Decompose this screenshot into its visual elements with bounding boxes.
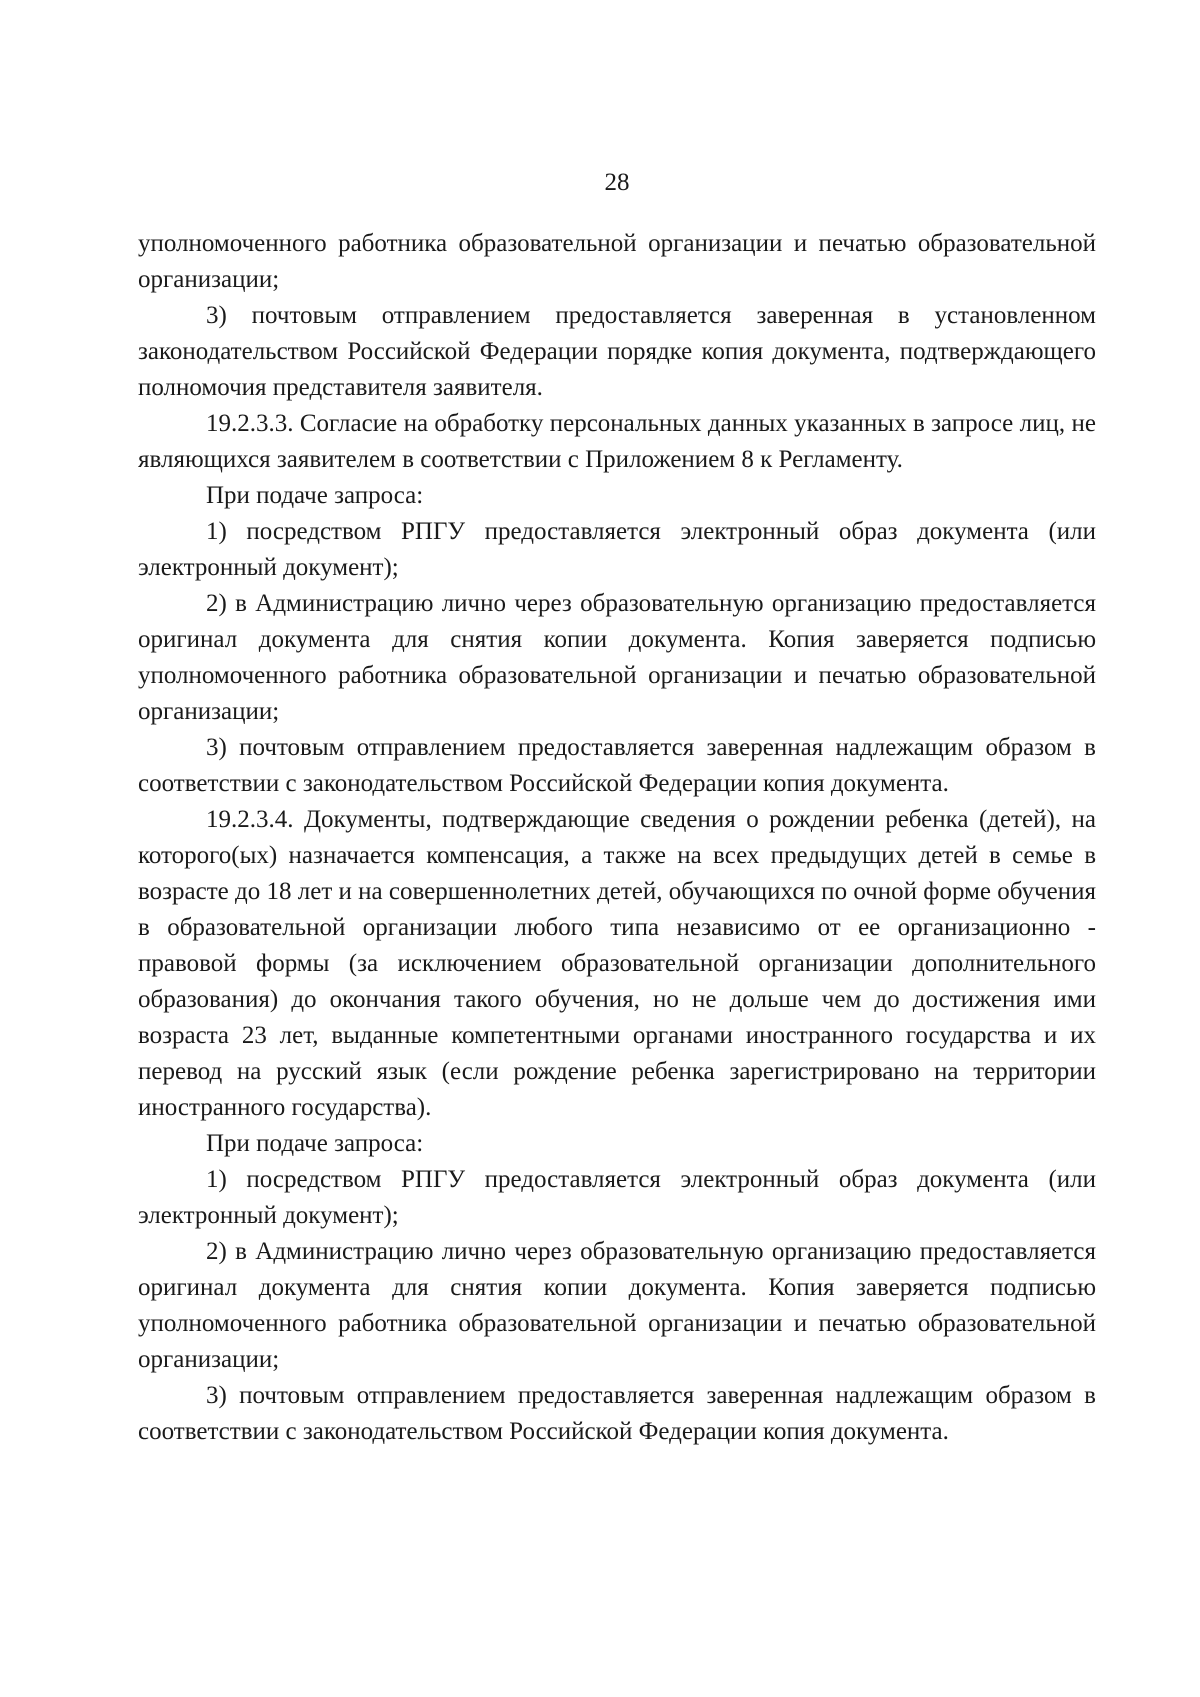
paragraph-section-19-2-3-3: 19.2.3.3. Согласие на обработку персональных данных указанных в запросе лиц, не являющихся заявителем в соответствии с Приложением 8 к Регламенту. bbox=[138, 410, 1096, 473]
paragraph-item-1-rpgu: 1) посредством РПГУ предоставляется электронный образ документа (или электронный документ); bbox=[138, 518, 1096, 581]
paragraph-item-1-rpgu: 1) посредством РПГУ предоставляется электронный образ документа (или электронный документ); bbox=[138, 1166, 1096, 1229]
paragraph-item-3-postal: 3) почтовым отправлением предоставляется заверенная надлежащим образом в соответствии с законодательством Российской Федерации копия документа. bbox=[138, 1382, 1096, 1445]
paragraph-item-2-administration: 2) в Администрацию лично через образовательную организацию предоставляется оригинал документа для снятия копии документа. Копия заверяется подписью уполномоченного работника образовательной организации и печатью образовательной организации; bbox=[138, 1238, 1096, 1373]
paragraph-item-3-postal: 3) почтовым отправлением предоставляется заверенная надлежащим образом в соответствии с законодательством Российской Федерации копия документа. bbox=[138, 734, 1096, 797]
paragraph-submission-heading: При подаче запроса: bbox=[206, 1130, 424, 1157]
paragraph-section-19-2-3-4: 19.2.3.4. Документы, подтверждающие сведения о рождении ребенка (детей), на которого(ых) назначается компенсация, а также на всех предыдущих детей в семье в возрасте до 18 лет и на совершеннолетних детей, обучающихся по очной форме обучения в образовательной организации любого типа независимо от ее организационно - правовой формы (за исключением образовательной организации дополнительного образования) до окончания такого обучения, но не дольше чем до достижения ими возраста 23 лет, выданные компетентными органами иностранного государства и их перевод на русский язык (если рождение ребенка зарегистрировано на территории иностранного государства). bbox=[138, 806, 1096, 1121]
document-body bbox=[138, 226, 1096, 1450]
paragraph-item-2-administration: 2) в Администрацию лично через образовательную организацию предоставляется оригинал документа для снятия копии документа. Копия заверяется подписью уполномоченного работника образовательной организации и печатью образовательной организации; bbox=[138, 590, 1096, 725]
paragraph-continuation: уполномоченного работника образовательной организации и печатью образовательной организации; bbox=[138, 230, 1096, 293]
page-number: 28 bbox=[604, 169, 630, 196]
paragraph-item-3-postal: 3) почтовым отправлением предоставляется заверенная в установленном законодательством Российской Федерации порядке копия документа, подтверждающего полномочия представителя заявителя. bbox=[138, 302, 1096, 401]
paragraph-submission-heading: При подаче запроса: bbox=[206, 482, 424, 509]
